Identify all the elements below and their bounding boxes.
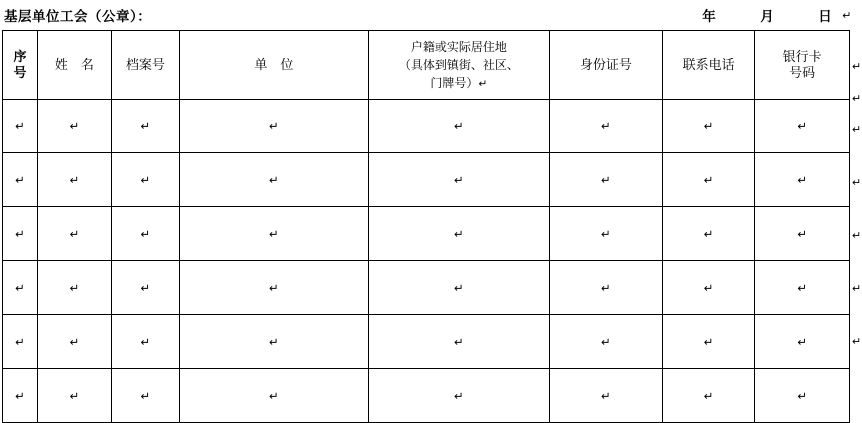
column-header-file-no [111,31,179,100]
cell-phone[interactable] [662,315,755,369]
cell-bank-card[interactable] [755,100,850,153]
column-header-address-line3: 门牌号） [430,75,479,90]
column-header-phone [662,31,755,100]
paragraph-mark-icon: ↵ [601,174,611,187]
cell-name[interactable] [37,100,111,153]
union-stamp-label: 基层单位工会（公章）： [4,9,152,24]
cell-id-number[interactable] [549,369,662,423]
paragraph-mark-icon: ↵ [852,283,862,295]
date-day-label: 日 [818,9,833,24]
cell-file-no[interactable] [111,100,179,153]
date-line [702,5,852,25]
paragraph-mark-icon: ↵ [852,230,862,242]
cell-seq[interactable] [3,315,38,369]
column-header-address-line1: 户籍或实际居住地 [410,39,507,54]
cell-phone[interactable] [662,261,755,315]
paragraph-mark-icon: ↵ [601,282,611,295]
paragraph-mark-icon: ↵ [454,228,464,241]
cell-bank-card[interactable] [755,207,850,261]
cell-unit[interactable] [179,207,368,261]
paragraph-mark-icon: ↵ [797,390,807,403]
cell-address[interactable] [368,369,549,423]
cell-id-number[interactable] [549,100,662,153]
paragraph-mark-icon: ↵ [797,228,807,241]
cell-name[interactable] [37,153,111,207]
paragraph-mark-icon: ↵ [269,174,279,187]
paragraph-mark-icon: ↵ [140,336,151,349]
paragraph-mark-icon: ↵ [454,121,464,133]
cell-seq[interactable] [3,100,38,153]
column-header-bank-card-line2: 号码 [789,65,816,80]
cell-unit[interactable] [179,315,368,369]
paragraph-mark-icon: ↵ [140,121,151,133]
cell-address[interactable] [368,315,549,369]
cell-file-no[interactable] [111,207,179,261]
paragraph-mark-icon: ↵ [269,228,279,241]
cell-bank-card[interactable] [755,315,850,369]
paragraph-mark-icon: ↵ [15,336,25,349]
date-year-label: 年 [702,9,717,24]
paragraph-mark-icon: ↵ [454,174,464,187]
column-header-phone-label: 联系电话 [682,56,735,72]
cell-id-number[interactable] [549,315,662,369]
paragraph-mark-icon: ↵ [703,390,714,403]
paragraph-mark-icon: ↵ [269,390,279,403]
column-header-seq-line2: 号 [13,65,27,80]
table-row[interactable] [3,261,850,315]
paragraph-mark-icon: ↵ [601,228,611,241]
paragraph-mark-icon: ↵ [852,177,862,189]
paragraph-mark-icon: ↵ [69,174,80,187]
cell-name[interactable] [37,207,111,261]
column-header-seq-line1: 序 [13,48,27,64]
cell-id-number[interactable] [549,153,662,207]
cell-id-number[interactable] [549,261,662,315]
cell-address[interactable] [368,153,549,207]
paragraph-mark-icon: ↵ [454,390,464,403]
paragraph-mark-icon: ↵ [269,336,279,349]
column-header-bank-card-line1: 银行卡 [782,48,822,64]
paragraph-mark-icon: ↵ [15,121,25,133]
paragraph-mark-icon: ↵ [703,228,714,241]
cell-unit[interactable] [179,153,368,207]
cell-file-no[interactable] [111,315,179,369]
cell-file-no[interactable] [111,369,179,423]
paragraph-mark-icon: ↵ [703,282,714,295]
column-header-name [37,31,111,100]
cell-file-no[interactable] [111,153,179,207]
paragraph-mark-icon: ↵ [15,228,25,241]
table-row[interactable] [3,153,850,207]
paragraph-mark-icon: ↵ [797,121,807,133]
cell-file-no[interactable] [111,261,179,315]
paragraph-mark-icon: ↵ [703,174,714,187]
paragraph-mark-icon: ↵ [269,282,279,295]
paragraph-mark-icon: ↵ [601,336,611,349]
table-header-row [3,31,850,100]
paragraph-mark-icon: ↵ [703,121,714,133]
cell-name[interactable] [37,369,111,423]
cell-name[interactable] [37,315,111,369]
table-row[interactable] [3,207,850,261]
table-row[interactable] [3,100,850,153]
paragraph-mark-icon: ↵ [454,282,464,295]
application-table [2,30,850,423]
column-header-unit-label: 单 位 [254,56,294,72]
table-row[interactable] [3,369,850,423]
row-end-marks [852,30,862,390]
cell-address[interactable] [368,207,549,261]
paragraph-mark-icon: ↵ [852,336,862,348]
paragraph-mark-icon: ↵ [15,390,25,403]
paragraph-mark-icon: ↵ [140,228,151,241]
cell-unit[interactable] [179,261,368,315]
paragraph-mark-icon: ↵ [69,228,80,241]
paragraph-mark-icon: ↵ [601,121,611,133]
column-header-id-number [549,31,662,100]
paragraph-mark-icon: ↵ [15,174,25,187]
paragraph-mark-icon: ↵ [797,282,807,295]
cell-phone[interactable] [662,207,755,261]
paragraph-mark-icon: ↵ [269,121,279,133]
cell-address[interactable] [368,100,549,153]
paragraph-mark-icon: ↵ [454,336,464,349]
cell-bank-card[interactable] [755,261,850,315]
paragraph-mark-icon: ↵ [601,390,611,403]
cell-unit[interactable] [179,369,368,423]
cell-seq[interactable] [3,369,38,423]
paragraph-mark-icon: ↵ [842,9,852,22]
cell-bank-card[interactable] [755,369,850,423]
cell-seq[interactable] [3,153,38,207]
paragraph-mark-icon: ↵ [69,121,80,133]
cell-address[interactable] [368,261,549,315]
cell-seq[interactable] [3,207,38,261]
column-header-address-line2: （具体到镇街、社区、 [398,57,519,72]
cell-unit[interactable] [179,100,368,153]
column-header-file-no-label: 档案号 [125,56,165,72]
cell-bank-card[interactable] [755,153,850,207]
cell-phone[interactable] [662,100,755,153]
paragraph-mark-icon: ↵ [69,282,80,295]
paragraph-mark-icon: ↵ [797,174,807,187]
column-header-name-label: 姓 名 [54,56,94,72]
column-header-bank-card [755,31,850,100]
column-header-address [368,31,549,100]
paragraph-mark-icon: ↵ [15,282,25,295]
table-row[interactable] [3,315,850,369]
cell-phone[interactable] [662,369,755,423]
paragraph-mark-icon: ↵ [69,336,80,349]
cell-name[interactable] [37,261,111,315]
cell-seq[interactable] [3,261,38,315]
paragraph-mark-icon: ↵ [797,336,807,349]
paragraph-mark-icon: ↵ [852,93,862,105]
cell-id-number[interactable] [549,207,662,261]
paragraph-mark-icon: ↵ [69,390,80,403]
paragraph-mark-icon: ↵ [478,78,488,90]
paragraph-mark-icon: ↵ [703,336,714,349]
column-header-seq [3,31,38,100]
cell-phone[interactable] [662,153,755,207]
column-header-unit [179,31,368,100]
paragraph-mark-icon: ↵ [140,174,151,187]
paragraph-mark-icon: ↵ [852,61,862,73]
form-header [0,0,862,30]
date-month-label: 月 [760,9,775,24]
column-header-id-number-label: 身份证号 [579,56,632,72]
table-body [3,100,850,423]
paragraph-mark-icon: ↵ [140,390,151,403]
paragraph-mark-icon: ↵ [852,124,862,136]
paragraph-mark-icon: ↵ [140,282,151,295]
